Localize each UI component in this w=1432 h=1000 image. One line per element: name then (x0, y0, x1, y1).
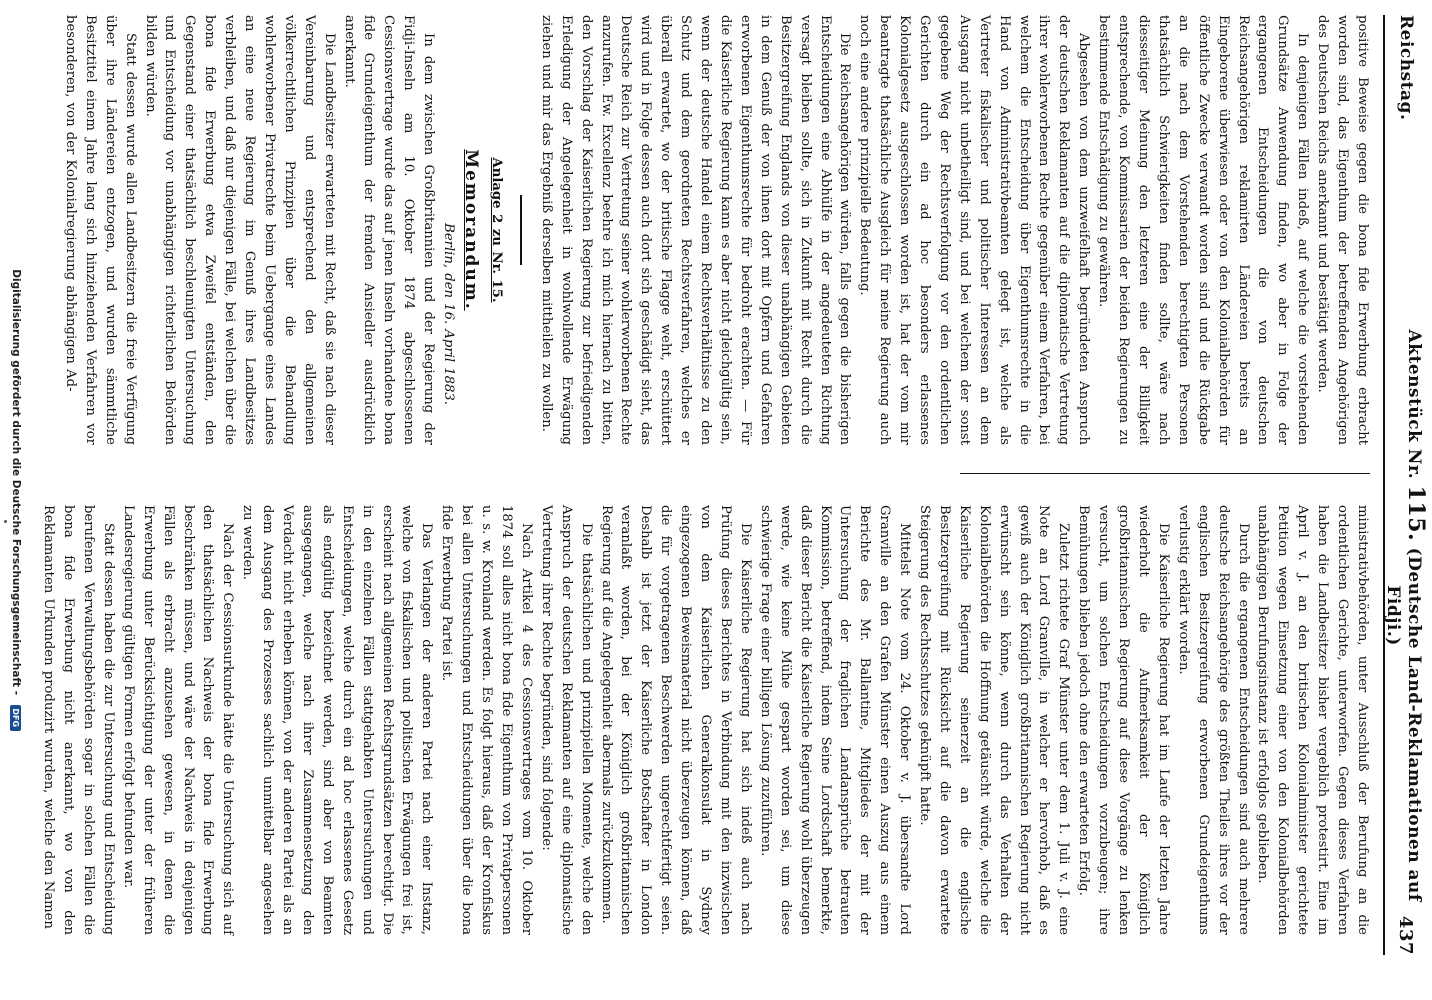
page-number: 437 (1395, 915, 1417, 955)
left-paragraph: positive Beweise gegen die bona fide Erwerbung erbracht worden sind, das Eigenthum der betreffenden Angehörigen des Deutschen Reichs anerkannt und bestätigt werden. (1315, 15, 1370, 445)
left-paragraph: Abgesehen von dem unzweifelhaft begründeten Anspruch der deutschen Reklamanten auf die diplomatische Vertretung ihrer wohlerworbenen Rechte gegenüber einem Verfahren, bei welchem die Entscheidung über Eigenthumsrechte in die Hand von Administrativbeamten gelegt ist, welche als Vertreter fiskalischer und politischer Interessen an dem Ausgang nicht unbetheiligt sind, und bei welchem der sonst gegebene Weg der Rechtsverfolgung vor den ordentlichen Gerichten durch ein ad hoc besonders erlassenes Kolonialgesetz ausgeschlossen worden ist, hat der vom mir beantragte thatsächliche Ausgleich für meine Regierung auch noch eine andere prinzipielle Bedeutung. (857, 15, 1092, 445)
header-center-suffix: (Deutsche Land-Reklamationen auf Fidji.) (1383, 547, 1424, 902)
right-paragraph: Nach der Cessionsurkunde hätte die Untersuchung sich auf den thatsächlichen Nachweis der bona fide Erwerbung beschränken müssen, und wäre der Nachweis in denjenigen Fällen als erbracht anzusehen gewesen, in denen die Erwerbung unter Berücksichtigung der unter der früheren Landesregierung gültigen Formen erfolgt befunden war. (120, 505, 236, 935)
left-paragraph: Die Reichsangehörigen würden, falls gegen die bisherigen Entscheidungen eine Abhülfe in der angedeuteten Richtung versagt bleiben sollte, sich in Zukunft mit Recht durch die Besitzergreifung Englands von dieser unabhängigen Gebieten in dem Genuß der von ihnen dort mit Opfern und Gefahren erworbenen Eigenthumsrechte für bedroht erachten. — Für die Kaiserliche Regierung kann es aber nicht gleichgültig sein, wenn der deutsche Handel einem Rechtsverhältnisse zu den Schutz und dem geordneten Rechtsverfahren, welches er überall erwartet, wo der britische Flagge weht, erschüttert wird und in Folge dessen auch dort sich geschädigt sieht, das Deutsche Reich zur Vertretung seiner wohlerworbenen Rechte anzurufen. Ew. Excellenz beehre ich mich hiernach zu bitten, den Vorschlag der Kaiserlichen Regierung zur befriedigenden Erledigung der Angelegenheit in wohlwollende Erwägung ziehen und mir das Ergebniß derselben mittheilen zu wollen. (538, 15, 853, 445)
right-paragraph: ministrativbehörden, unter Ausschluß der Berufung an die ordentlichen Gerichte, unterworfen. Gegen dieses Verfahren haben die Landbesitzer bisher vergeblich protestirt. Eine im April v. J. an den britischen Kolonialminister gerichtete Petition wegen Einsetzung einer von den Kolonialbehörden unabhängigen Berufungsinstanz ist erfolglos geblieben. (1255, 505, 1370, 935)
section-divider (520, 195, 522, 265)
page-header (1383, 15, 1429, 955)
digitization-footer (4, 0, 22, 1000)
right-paragraph: Statt dessen haben die zur Untersuchung und Entscheidung berufenen Verwaltungsbehörden sogar in solchen Fällen die bona fide Erwerbung nicht anerkannt, wo von den Reklamanten Urkunden produzirt wurden, welche den Namen (41, 505, 116, 935)
memo-paragraph: In dem zwischen Großbritannien und der Regierung der Fidji-Inseln am 10. Oktober 1874 abgeschlossenen Cessionsvertrage wurde das auf jenen Inseln vorhandene bona fide Grundeigenthum der fremden Ansiedler ausdrücklich anerkannt. (341, 15, 437, 445)
column-divider (960, 473, 1370, 474)
left-paragraph: In denjenigen Fällen indeß, auf welche die vorstehenden Grundsätze Anwendung finden, wo aber in Folge der ergangenen Entscheidungen die von deutschen Reichsangehörigen reklamirten Ländereien bereits an Eingeborene überwiesen oder von den Kolonialbehörden für öffentliche Zwecke verwandt worden sind und die Rückgabe an die nach dem Vorstehenden berechtigten Personen thatsächlich Schwierigkeiten finden sollte, wäre nach diesseitiger Meinung den letzteren eine der Billigkeit entsprechende, von Kommissarien der beiden Regierungen zu bestimmende Entschädigung zu gewähren. (1096, 15, 1311, 445)
memo-dateline: Berlin, den 16. April 1883. (441, 223, 457, 405)
footer-text: Digitalisierung gefördert durch die Deutsche Forschungsgemeinschaft - (10, 269, 22, 696)
memo-title: Memorandum. (461, 149, 482, 311)
left-column (60, 15, 1372, 445)
right-column (38, 505, 1372, 935)
memo-paragraph: Statt dessen wurde allen Landbesitzern die freie Verfügung über ihre Ländereien entzogen, und wurden sämmtliche Besitztitel einem Jahre lang sich hinziehenden Verfahren vor besonderen, von der Kolonialregierung abhängigen Ad- (62, 15, 138, 445)
right-paragraph: Das Verlangen der anderen Partei nach einer Instanz, welche von fiskalischen und politischen Erwägungen frei ist, erscheint nach allgemeinen Rechtsgrundsätzen berechtigt. Die in den einzelnen Fällen stattgehabten Untersuchungen und Entscheidungen, welche durch ein ad hoc erlassenes Gesetz als endgültig bezeichnet werden, sind aber von Beamten ausgegangen, welche nach ihrer Zusammensetzung den Verdacht nicht erheben können, von der anderen Partei als an dem Ausgang des Prozesses sachlich unmittelbar angesehen zu werden. (240, 505, 435, 935)
right-paragraph: Durch die ergangenen Entscheidungen sind auch mehrere deutsche Reichsangehörige des größten Theiles ihres vor der englischen Besitzergreifung erworbenen Grundeigenthums verlustig erklärt worden. (1175, 505, 1251, 935)
right-paragraph: Die Kaiserliche Regierung hat sich indeß auch nach Prüfung dieses Berichtes in Verbindung mit den inzwischen von dem Kaiserlichen Generalkonsulat in Sydney eingezogenen Beweismaterial nicht überzeugen können, daß die für vorgetragenen Beschwerden ungerechtfertigt seien. Deshalb ist jetzt der Kaiserliche Botschafter in London veranlaßt worden, bei der Königlich großbritannischen Regierung auf die Angelegenheit abermals zurückzukommen. (598, 505, 753, 935)
header-rule (1383, 15, 1385, 955)
scan-speck (4, 520, 7, 523)
header-left: Reichstag. (1396, 15, 1416, 121)
header-issue-number: 115. (1403, 485, 1429, 542)
right-paragraph: Mittelst Note vom 24. Oktober v. J. übersandte Lord Granville an den Grafen Münster einen Auszug aus einem Berichte des Mr. Ballantine, Mitgliedes der mit der Untersuchung der fraglichen Landansprüche betrauten Kommission, betreffend, indem Seine Lordschaft bemerkte, daß dieser Bericht die Kaiserliche Regierung wohl überzeugen werde, wie keine Mühe gespart worden sei, um diese schwierige Frage einer billigen Lösung zuzuführen. (757, 505, 913, 935)
right-paragraph: Zuletzt richtete Graf Münster unter dem 1. Juli v. J. eine Note an Lord Granville, in welcher er hervorhob, daß es gewiß auch der Königlich großbritannischen Regierung nicht erwünscht sein könne, wenn durch das Verhalten der Kolonialbehörden die Hoffnung getäuscht würde, welche die Kaiserliche Regierung seinerzeit an die englische Besitzergreifung mit Rücksicht auf die davon erwartete Steigerung des Rechtsschutzes geknüpft hatte. (917, 505, 1072, 935)
header-center (1383, 315, 1429, 916)
right-paragraph: Nach Artikel 4 des Cessionsvertrages vom 10. Oktober 1874 soll alles nicht bona fide Eigenthum von Privatpersonen u. s. w. Kronland werden. Es folgt hieraus, daß der Kronfiskus bei allen Untersuchungen und Entscheidungen über die bona fide Erwerbung Partei ist. (439, 505, 534, 935)
memo-paragraph: Die Landbesitzer erwarteten mit Recht, daß sie nach dieser Vereinbarung und entsprechend den allgemeinen völkerrechtlichen Prinzipien über die Behandlung wohlerworbener Privatrechte beim Uebergange eines Landes an eine neue Regierung im Genuß ihres Landbesitzes verbleiben, und daß nur diejenigen Fälle, bei welchen über die bona fide Erwerbung etwa Zweifel entständen, den Gegenstand einer thatsächlich beschleunigten Untersuchung und Entscheidung vor unabhängigen richterlichen Behörden bilden würden. (142, 15, 337, 445)
appendix-label: Anlage 2 zu Nr. 15. (488, 157, 504, 303)
right-paragraph: Die Kaiserliche Regierung hat im Laufe der letzten Jahre wiederholt die Aufmerksamkeit der Königlich großbritannischen Regierung auf diese Vorgänge zu lenken versucht, um solchen Entscheidungen vorzubeugen; ihre Bemühungen blieben jedoch ohne den erwarteten Erfolg. (1076, 505, 1171, 935)
header-center-prefix: Aktenstück Nr. (1404, 329, 1424, 480)
right-paragraph: Die thatsächlichen und prinzipiellen Momente, welche den Anspruch der deutschen Reklamanten auf eine diplomatische Vertretung ihrer Rechte begründen, sind folgende: (538, 505, 594, 935)
dfg-logo-icon: DFG (11, 705, 22, 731)
